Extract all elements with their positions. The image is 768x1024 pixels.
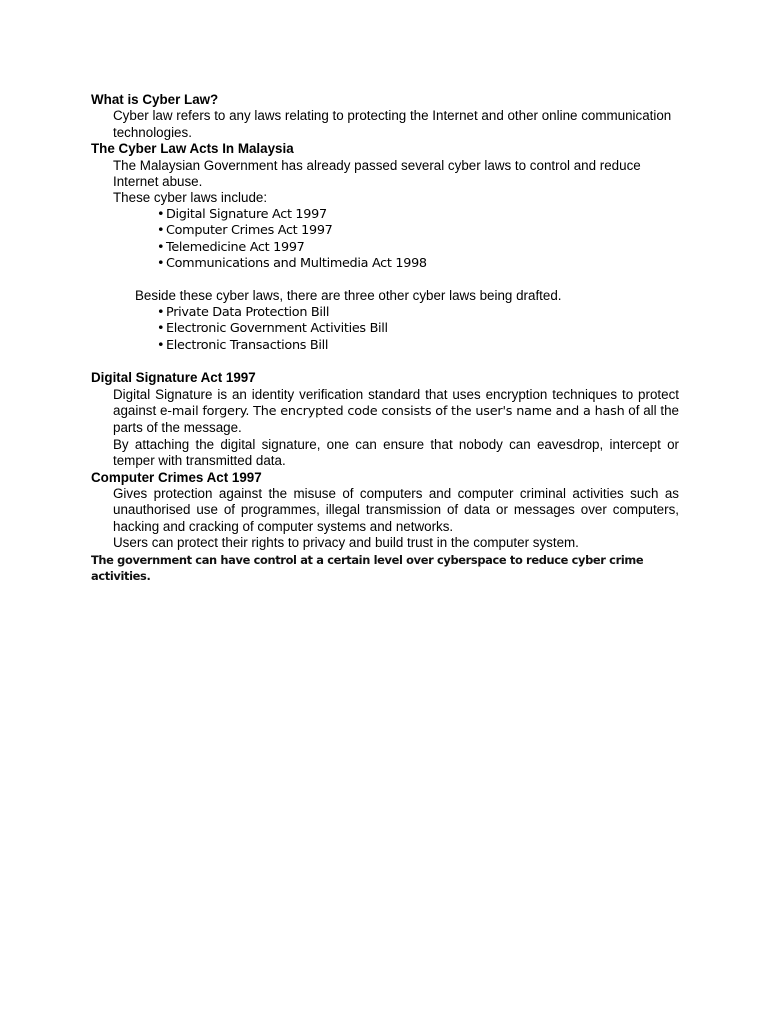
bullet-icon: •: [157, 223, 165, 239]
malaysian-government-paragraph: The Malaysian Government has already passed several cyber laws to control and reduce Internet abuse.: [113, 157, 641, 190]
passed-laws-list: [157, 207, 679, 273]
cyber-law-definition: Cyber law refers to any laws relating to protecting the Internet and other online communication technologies.: [113, 108, 672, 140]
computer-crimes-benefit: Users can protect their rights to privacy and build trust in the computer system.: [113, 535, 579, 551]
list-item: [157, 338, 679, 354]
bill-item-label: Private Data Protection Bill: [166, 304, 330, 320]
bullet-icon: •: [157, 321, 165, 337]
digital-signature-text-a: Digital Signature is an identity verification standard that uses encryption techniques to protect against e: [113, 386, 679, 418]
list-item: [157, 207, 679, 223]
heading-digital-signature-act: Digital Signature Act 1997: [91, 370, 256, 386]
heading-computer-crimes-act: Computer Crimes Act 1997: [91, 469, 262, 485]
law-item-label: Digital Signature Act 1997: [166, 206, 327, 222]
bill-item-label: Electronic Government Activities Bill: [166, 321, 388, 337]
document-content: [91, 92, 679, 584]
law-item-label: Telemedicine Act 1997: [166, 239, 305, 255]
bullet-icon: •: [157, 256, 165, 272]
bullet-icon: •: [157, 206, 165, 222]
digital-signature-paragraph: [113, 387, 679, 437]
list-item: [157, 305, 679, 321]
digital-signature-text-b: -mail forgery. The encrypted code consists of the user's name and a hash: [167, 403, 625, 419]
law-item-label: Communications and Multimedia Act 1998: [166, 256, 427, 272]
drafted-laws-intro: Beside these cyber laws, there are three other cyber laws being drafted.: [135, 288, 562, 304]
government-control-note: The government can have control at a certain level over cyberspace to reduce cyber crime activities.: [91, 552, 644, 583]
blank-line: [91, 354, 679, 370]
list-item: [157, 223, 679, 239]
digital-signature-benefit: By attaching the digital signature, one can ensure that nobody can eavesdrop, intercept or temper with transmitted data.: [113, 436, 679, 469]
list-item: [157, 240, 679, 256]
bullet-icon: •: [157, 337, 165, 353]
bullet-icon: •: [157, 304, 165, 320]
law-item-label: Computer Crimes Act 1997: [166, 223, 333, 239]
digital-signature-text-c: of all the parts of the message.: [113, 402, 679, 436]
bullet-icon: •: [157, 239, 165, 255]
cyber-laws-intro: These cyber laws include:: [113, 190, 268, 206]
drafted-laws-list: [157, 305, 679, 354]
list-item: [157, 256, 679, 272]
list-item: [157, 321, 679, 337]
computer-crimes-paragraph: Gives protection against the misuse of computers and computer criminal activities such as unauthorised use of programmes, illegal transmission of data or messages over computers, hacking and cracking of computer systems and networks.: [113, 485, 679, 534]
bill-item-label: Electronic Transactions Bill: [166, 337, 329, 353]
blank-line: [91, 272, 679, 288]
heading-what-is-cyber-law: What is Cyber Law?: [91, 92, 219, 107]
heading-cyber-law-acts-malaysia: The Cyber Law Acts In Malaysia: [91, 141, 294, 157]
